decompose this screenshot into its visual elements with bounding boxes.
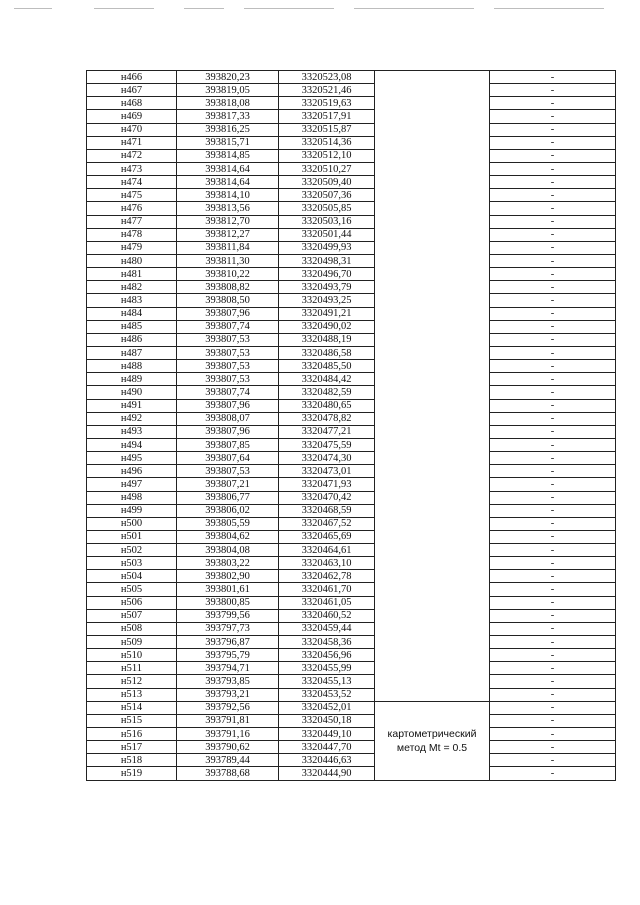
x-coordinate-cell: 393807,21 — [177, 478, 279, 491]
scan-artifact-line — [14, 8, 624, 10]
point-id-cell: н497 — [87, 478, 177, 491]
error-cell: - — [490, 97, 616, 110]
x-coordinate-cell: 393797,73 — [177, 622, 279, 635]
point-id-cell: н508 — [87, 622, 177, 635]
x-coordinate-cell: 393808,07 — [177, 412, 279, 425]
point-id-cell: н474 — [87, 176, 177, 189]
point-id-cell: н506 — [87, 596, 177, 609]
y-coordinate-cell: 3320444,90 — [279, 767, 375, 780]
error-cell: - — [490, 149, 616, 162]
error-cell: - — [490, 136, 616, 149]
table-row — [87, 465, 616, 478]
table-row — [87, 268, 616, 281]
point-id-cell: н478 — [87, 228, 177, 241]
y-coordinate-cell: 3320475,59 — [279, 438, 375, 451]
y-coordinate-cell: 3320461,05 — [279, 596, 375, 609]
y-coordinate-cell: 3320452,01 — [279, 701, 375, 714]
point-id-cell: н495 — [87, 452, 177, 465]
table-row — [87, 412, 616, 425]
point-id-cell: н487 — [87, 346, 177, 359]
point-id-cell: н470 — [87, 123, 177, 136]
point-id-cell: н481 — [87, 268, 177, 281]
table-row — [87, 636, 616, 649]
y-coordinate-cell: 3320493,79 — [279, 281, 375, 294]
y-coordinate-cell: 3320446,63 — [279, 754, 375, 767]
error-cell: - — [490, 110, 616, 123]
y-coordinate-cell: 3320501,44 — [279, 228, 375, 241]
table-row — [87, 754, 616, 767]
table-row — [87, 675, 616, 688]
table-row — [87, 714, 616, 727]
point-id-cell: н480 — [87, 254, 177, 267]
x-coordinate-cell: 393800,85 — [177, 596, 279, 609]
x-coordinate-cell: 393815,71 — [177, 136, 279, 149]
y-coordinate-cell: 3320505,85 — [279, 202, 375, 215]
error-cell: - — [490, 228, 616, 241]
x-coordinate-cell: 393807,64 — [177, 452, 279, 465]
table-row — [87, 570, 616, 583]
y-coordinate-cell: 3320474,30 — [279, 452, 375, 465]
y-coordinate-cell: 3320482,59 — [279, 386, 375, 399]
x-coordinate-cell: 393807,53 — [177, 360, 279, 373]
y-coordinate-cell: 3320460,52 — [279, 609, 375, 622]
y-coordinate-cell: 3320488,19 — [279, 333, 375, 346]
x-coordinate-cell: 393805,59 — [177, 517, 279, 530]
error-cell: - — [490, 754, 616, 767]
x-coordinate-cell: 393802,90 — [177, 570, 279, 583]
y-coordinate-cell: 3320455,99 — [279, 662, 375, 675]
y-coordinate-cell: 3320496,70 — [279, 268, 375, 281]
y-coordinate-cell: 3320521,46 — [279, 84, 375, 97]
y-coordinate-cell: 3320477,21 — [279, 425, 375, 438]
error-cell: - — [490, 307, 616, 320]
error-cell: - — [490, 452, 616, 465]
point-id-cell: н501 — [87, 530, 177, 543]
point-id-cell: н476 — [87, 202, 177, 215]
point-id-cell: н503 — [87, 557, 177, 570]
y-coordinate-cell: 3320493,25 — [279, 294, 375, 307]
error-cell: - — [490, 728, 616, 741]
y-coordinate-cell: 3320464,61 — [279, 544, 375, 557]
table-row — [87, 71, 616, 84]
y-coordinate-cell: 3320450,18 — [279, 714, 375, 727]
x-coordinate-cell: 393807,85 — [177, 438, 279, 451]
y-coordinate-cell: 3320523,08 — [279, 71, 375, 84]
point-id-cell: н479 — [87, 241, 177, 254]
error-cell: - — [490, 557, 616, 570]
x-coordinate-cell: 393803,22 — [177, 557, 279, 570]
point-id-cell: н483 — [87, 294, 177, 307]
y-coordinate-cell: 3320473,01 — [279, 465, 375, 478]
y-coordinate-cell: 3320471,93 — [279, 478, 375, 491]
y-coordinate-cell: 3320510,27 — [279, 162, 375, 175]
error-cell: - — [490, 241, 616, 254]
table-row — [87, 767, 616, 780]
error-cell: - — [490, 570, 616, 583]
point-id-cell: н517 — [87, 741, 177, 754]
error-cell: - — [490, 675, 616, 688]
y-coordinate-cell: 3320519,63 — [279, 97, 375, 110]
error-cell: - — [490, 268, 616, 281]
y-coordinate-cell: 3320465,69 — [279, 530, 375, 543]
table-row — [87, 97, 616, 110]
table-row — [87, 728, 616, 741]
x-coordinate-cell: 393795,79 — [177, 649, 279, 662]
point-id-cell: н514 — [87, 701, 177, 714]
x-coordinate-cell: 393804,62 — [177, 530, 279, 543]
point-id-cell: н494 — [87, 438, 177, 451]
table-row — [87, 452, 616, 465]
x-coordinate-cell: 393801,61 — [177, 583, 279, 596]
point-id-cell: н468 — [87, 97, 177, 110]
point-id-cell: н469 — [87, 110, 177, 123]
x-coordinate-cell: 393810,22 — [177, 268, 279, 281]
point-id-cell: н488 — [87, 360, 177, 373]
method-accuracy: метод Mt = 0.5 — [396, 741, 468, 754]
error-cell: - — [490, 688, 616, 701]
error-cell: - — [490, 84, 616, 97]
x-coordinate-cell: 393817,33 — [177, 110, 279, 123]
table-row — [87, 622, 616, 635]
point-id-cell: н515 — [87, 714, 177, 727]
table-row — [87, 320, 616, 333]
table-row — [87, 281, 616, 294]
y-coordinate-cell: 3320514,36 — [279, 136, 375, 149]
method-cell — [375, 701, 490, 780]
point-id-cell: н510 — [87, 649, 177, 662]
x-coordinate-cell: 393814,85 — [177, 149, 279, 162]
y-coordinate-cell: 3320467,52 — [279, 517, 375, 530]
table-row — [87, 84, 616, 97]
point-id-cell: н472 — [87, 149, 177, 162]
x-coordinate-cell: 393814,64 — [177, 176, 279, 189]
x-coordinate-cell: 393813,56 — [177, 202, 279, 215]
error-cell: - — [490, 714, 616, 727]
table-row — [87, 360, 616, 373]
point-id-cell: н492 — [87, 412, 177, 425]
y-coordinate-cell: 3320478,82 — [279, 412, 375, 425]
table-row — [87, 662, 616, 675]
y-coordinate-cell: 3320449,10 — [279, 728, 375, 741]
point-id-cell: н471 — [87, 136, 177, 149]
point-id-cell: н499 — [87, 504, 177, 517]
point-id-cell: н513 — [87, 688, 177, 701]
point-id-cell: н509 — [87, 636, 177, 649]
error-cell: - — [490, 701, 616, 714]
point-id-cell: н467 — [87, 84, 177, 97]
table-row — [87, 649, 616, 662]
table-row — [87, 123, 616, 136]
x-coordinate-cell: 393807,53 — [177, 373, 279, 386]
x-coordinate-cell: 393806,77 — [177, 491, 279, 504]
point-id-cell: н502 — [87, 544, 177, 557]
point-id-cell: н489 — [87, 373, 177, 386]
y-coordinate-cell: 3320458,36 — [279, 636, 375, 649]
x-coordinate-cell: 393807,96 — [177, 399, 279, 412]
table-row — [87, 517, 616, 530]
x-coordinate-cell: 393807,53 — [177, 465, 279, 478]
table-row — [87, 741, 616, 754]
x-coordinate-cell: 393792,56 — [177, 701, 279, 714]
point-id-cell: н512 — [87, 675, 177, 688]
x-coordinate-cell: 393807,53 — [177, 346, 279, 359]
x-coordinate-cell: 393807,74 — [177, 386, 279, 399]
error-cell: - — [490, 662, 616, 675]
point-id-cell: н486 — [87, 333, 177, 346]
error-cell: - — [490, 491, 616, 504]
x-coordinate-cell: 393789,44 — [177, 754, 279, 767]
point-id-cell: н466 — [87, 71, 177, 84]
x-coordinate-cell: 393788,68 — [177, 767, 279, 780]
y-coordinate-cell: 3320498,31 — [279, 254, 375, 267]
error-cell: - — [490, 636, 616, 649]
error-cell: - — [490, 386, 616, 399]
point-id-cell: н505 — [87, 583, 177, 596]
table-row — [87, 215, 616, 228]
x-coordinate-cell: 393791,81 — [177, 714, 279, 727]
error-cell: - — [490, 189, 616, 202]
x-coordinate-cell: 393819,05 — [177, 84, 279, 97]
y-coordinate-cell: 3320459,44 — [279, 622, 375, 635]
x-coordinate-cell: 393807,96 — [177, 425, 279, 438]
error-cell: - — [490, 609, 616, 622]
table-row — [87, 254, 616, 267]
table-row — [87, 162, 616, 175]
error-cell: - — [490, 373, 616, 386]
x-coordinate-cell: 393818,08 — [177, 97, 279, 110]
x-coordinate-cell: 393812,70 — [177, 215, 279, 228]
error-cell: - — [490, 741, 616, 754]
x-coordinate-cell: 393808,82 — [177, 281, 279, 294]
error-cell: - — [490, 596, 616, 609]
table-row — [87, 530, 616, 543]
error-cell: - — [490, 71, 616, 84]
table-row — [87, 425, 616, 438]
x-coordinate-cell: 393816,25 — [177, 123, 279, 136]
x-coordinate-cell: 393791,16 — [177, 728, 279, 741]
error-cell: - — [490, 649, 616, 662]
x-coordinate-cell: 393796,87 — [177, 636, 279, 649]
table-row — [87, 596, 616, 609]
error-cell: - — [490, 294, 616, 307]
table-row — [87, 373, 616, 386]
error-cell: - — [490, 544, 616, 557]
error-cell: - — [490, 162, 616, 175]
y-coordinate-cell: 3320468,59 — [279, 504, 375, 517]
x-coordinate-cell: 393814,64 — [177, 162, 279, 175]
y-coordinate-cell: 3320456,96 — [279, 649, 375, 662]
error-cell: - — [490, 360, 616, 373]
table-row — [87, 609, 616, 622]
table-row — [87, 438, 616, 451]
error-cell: - — [490, 767, 616, 780]
x-coordinate-cell: 393793,21 — [177, 688, 279, 701]
error-cell: - — [490, 622, 616, 635]
y-coordinate-cell: 3320461,70 — [279, 583, 375, 596]
x-coordinate-cell: 393790,62 — [177, 741, 279, 754]
y-coordinate-cell: 3320490,02 — [279, 320, 375, 333]
table-row — [87, 228, 616, 241]
point-id-cell: н496 — [87, 465, 177, 478]
error-cell: - — [490, 504, 616, 517]
y-coordinate-cell: 3320470,42 — [279, 491, 375, 504]
x-coordinate-cell: 393794,71 — [177, 662, 279, 675]
y-coordinate-cell: 3320509,40 — [279, 176, 375, 189]
error-cell: - — [490, 176, 616, 189]
y-coordinate-cell: 3320499,93 — [279, 241, 375, 254]
table-row — [87, 701, 616, 714]
table-row — [87, 307, 616, 320]
error-cell: - — [490, 517, 616, 530]
table-row — [87, 241, 616, 254]
point-id-cell: н519 — [87, 767, 177, 780]
table-row — [87, 149, 616, 162]
point-id-cell: н511 — [87, 662, 177, 675]
error-cell: - — [490, 438, 616, 451]
point-id-cell: н477 — [87, 215, 177, 228]
point-id-cell: н485 — [87, 320, 177, 333]
error-cell: - — [490, 583, 616, 596]
table-row — [87, 491, 616, 504]
x-coordinate-cell: 393811,30 — [177, 254, 279, 267]
table-row — [87, 399, 616, 412]
error-cell: - — [490, 281, 616, 294]
point-id-cell: н473 — [87, 162, 177, 175]
error-cell: - — [490, 465, 616, 478]
error-cell: - — [490, 478, 616, 491]
method-name: картометрический — [387, 727, 477, 740]
point-id-cell: н516 — [87, 728, 177, 741]
y-coordinate-cell: 3320455,13 — [279, 675, 375, 688]
table-row — [87, 294, 616, 307]
point-id-cell: н493 — [87, 425, 177, 438]
table-row — [87, 189, 616, 202]
error-cell: - — [490, 425, 616, 438]
table-row — [87, 136, 616, 149]
y-coordinate-cell: 3320462,78 — [279, 570, 375, 583]
error-cell: - — [490, 530, 616, 543]
table-row — [87, 544, 616, 557]
x-coordinate-cell: 393820,23 — [177, 71, 279, 84]
y-coordinate-cell: 3320463,10 — [279, 557, 375, 570]
error-cell: - — [490, 346, 616, 359]
method-cell-empty — [375, 71, 490, 702]
point-id-cell: н498 — [87, 491, 177, 504]
y-coordinate-cell: 3320453,52 — [279, 688, 375, 701]
table-row — [87, 504, 616, 517]
coordinates-table — [86, 70, 616, 781]
x-coordinate-cell: 393808,50 — [177, 294, 279, 307]
point-id-cell: н475 — [87, 189, 177, 202]
error-cell: - — [490, 215, 616, 228]
point-id-cell: н491 — [87, 399, 177, 412]
x-coordinate-cell: 393804,08 — [177, 544, 279, 557]
table-row — [87, 386, 616, 399]
x-coordinate-cell: 393799,56 — [177, 609, 279, 622]
y-coordinate-cell: 3320507,36 — [279, 189, 375, 202]
point-id-cell: н500 — [87, 517, 177, 530]
point-id-cell: н507 — [87, 609, 177, 622]
table-row — [87, 557, 616, 570]
table-row — [87, 110, 616, 123]
x-coordinate-cell: 393814,10 — [177, 189, 279, 202]
error-cell: - — [490, 123, 616, 136]
y-coordinate-cell: 3320485,50 — [279, 360, 375, 373]
point-id-cell: н490 — [87, 386, 177, 399]
y-coordinate-cell: 3320512,10 — [279, 149, 375, 162]
table-row — [87, 583, 616, 596]
y-coordinate-cell: 3320503,16 — [279, 215, 375, 228]
table-row — [87, 346, 616, 359]
y-coordinate-cell: 3320480,65 — [279, 399, 375, 412]
error-cell: - — [490, 320, 616, 333]
y-coordinate-cell: 3320484,42 — [279, 373, 375, 386]
error-cell: - — [490, 399, 616, 412]
error-cell: - — [490, 333, 616, 346]
table-row — [87, 478, 616, 491]
error-cell: - — [490, 254, 616, 267]
x-coordinate-cell: 393793,85 — [177, 675, 279, 688]
x-coordinate-cell: 393807,74 — [177, 320, 279, 333]
table-row — [87, 202, 616, 215]
x-coordinate-cell: 393806,02 — [177, 504, 279, 517]
y-coordinate-cell: 3320515,87 — [279, 123, 375, 136]
table-row — [87, 688, 616, 701]
point-id-cell: н518 — [87, 754, 177, 767]
y-coordinate-cell: 3320491,21 — [279, 307, 375, 320]
x-coordinate-cell: 393812,27 — [177, 228, 279, 241]
point-id-cell: н504 — [87, 570, 177, 583]
y-coordinate-cell: 3320447,70 — [279, 741, 375, 754]
table-row — [87, 176, 616, 189]
coordinates-table-body — [87, 71, 616, 781]
point-id-cell: н484 — [87, 307, 177, 320]
x-coordinate-cell: 393807,53 — [177, 333, 279, 346]
point-id-cell: н482 — [87, 281, 177, 294]
x-coordinate-cell: 393807,96 — [177, 307, 279, 320]
y-coordinate-cell: 3320517,91 — [279, 110, 375, 123]
error-cell: - — [490, 412, 616, 425]
x-coordinate-cell: 393811,84 — [177, 241, 279, 254]
y-coordinate-cell: 3320486,58 — [279, 346, 375, 359]
error-cell: - — [490, 202, 616, 215]
table-row — [87, 333, 616, 346]
